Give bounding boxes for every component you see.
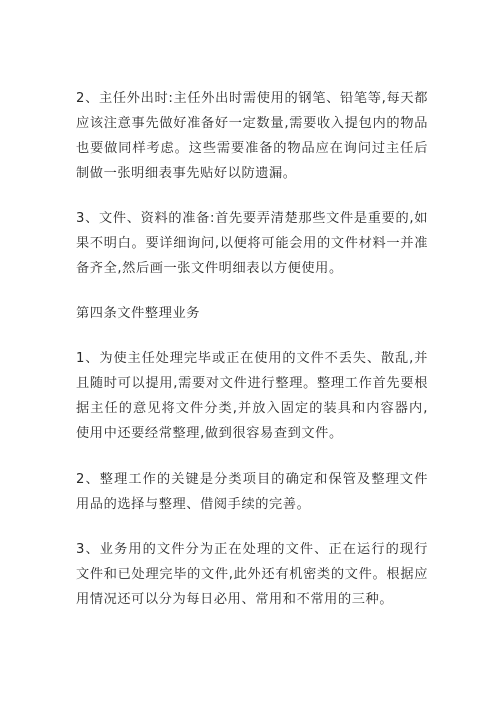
paragraph-filing-purpose: 1、为使主任处理完毕或正在使用的文件不丢失、散乱,并且随时可以提用,需要对文件进行整理。整理工作首先要根据主任的意见将文件分类,并放入固定的装具和内容器内,使用中还要经常整理,做到很容易查到文件。 — [76, 351, 428, 441]
paragraph-filing-key-points: 2、整理工作的关键是分类项目的确定和保管及整理文件用品的选择与整理、借阅手续的完善。 — [76, 472, 428, 512]
paragraph-file-categories: 3、业务用的文件分为正在处理的文件、正在运行的现行文件和已处理完毕的文件,此外还有机密类的文件。根据应用情况还可以分为每日必用、常用和不常用的三种。 — [76, 542, 428, 607]
paragraph-document-preparation: 3、文件、资料的准备:首先要弄清楚那些文件是重要的,如果不明白。要详细询问,以便将可能会用的文件材料一并准备齐全,然后画一张文件明细表以方便使用。 — [76, 211, 428, 276]
section-heading-article-4: 第四条文件整理业务 — [76, 306, 201, 321]
paragraph-outing-preparation: 2、主任外出时:主任外出时需使用的钢笔、铅笔等,每天都应该注意事先做好准备好一定数量,需要收入提包内的物品也要做同样考虑。这些需要准备的物品应在询问过主任后制做一张明细表事先贴好以防遗漏。 — [76, 91, 428, 181]
